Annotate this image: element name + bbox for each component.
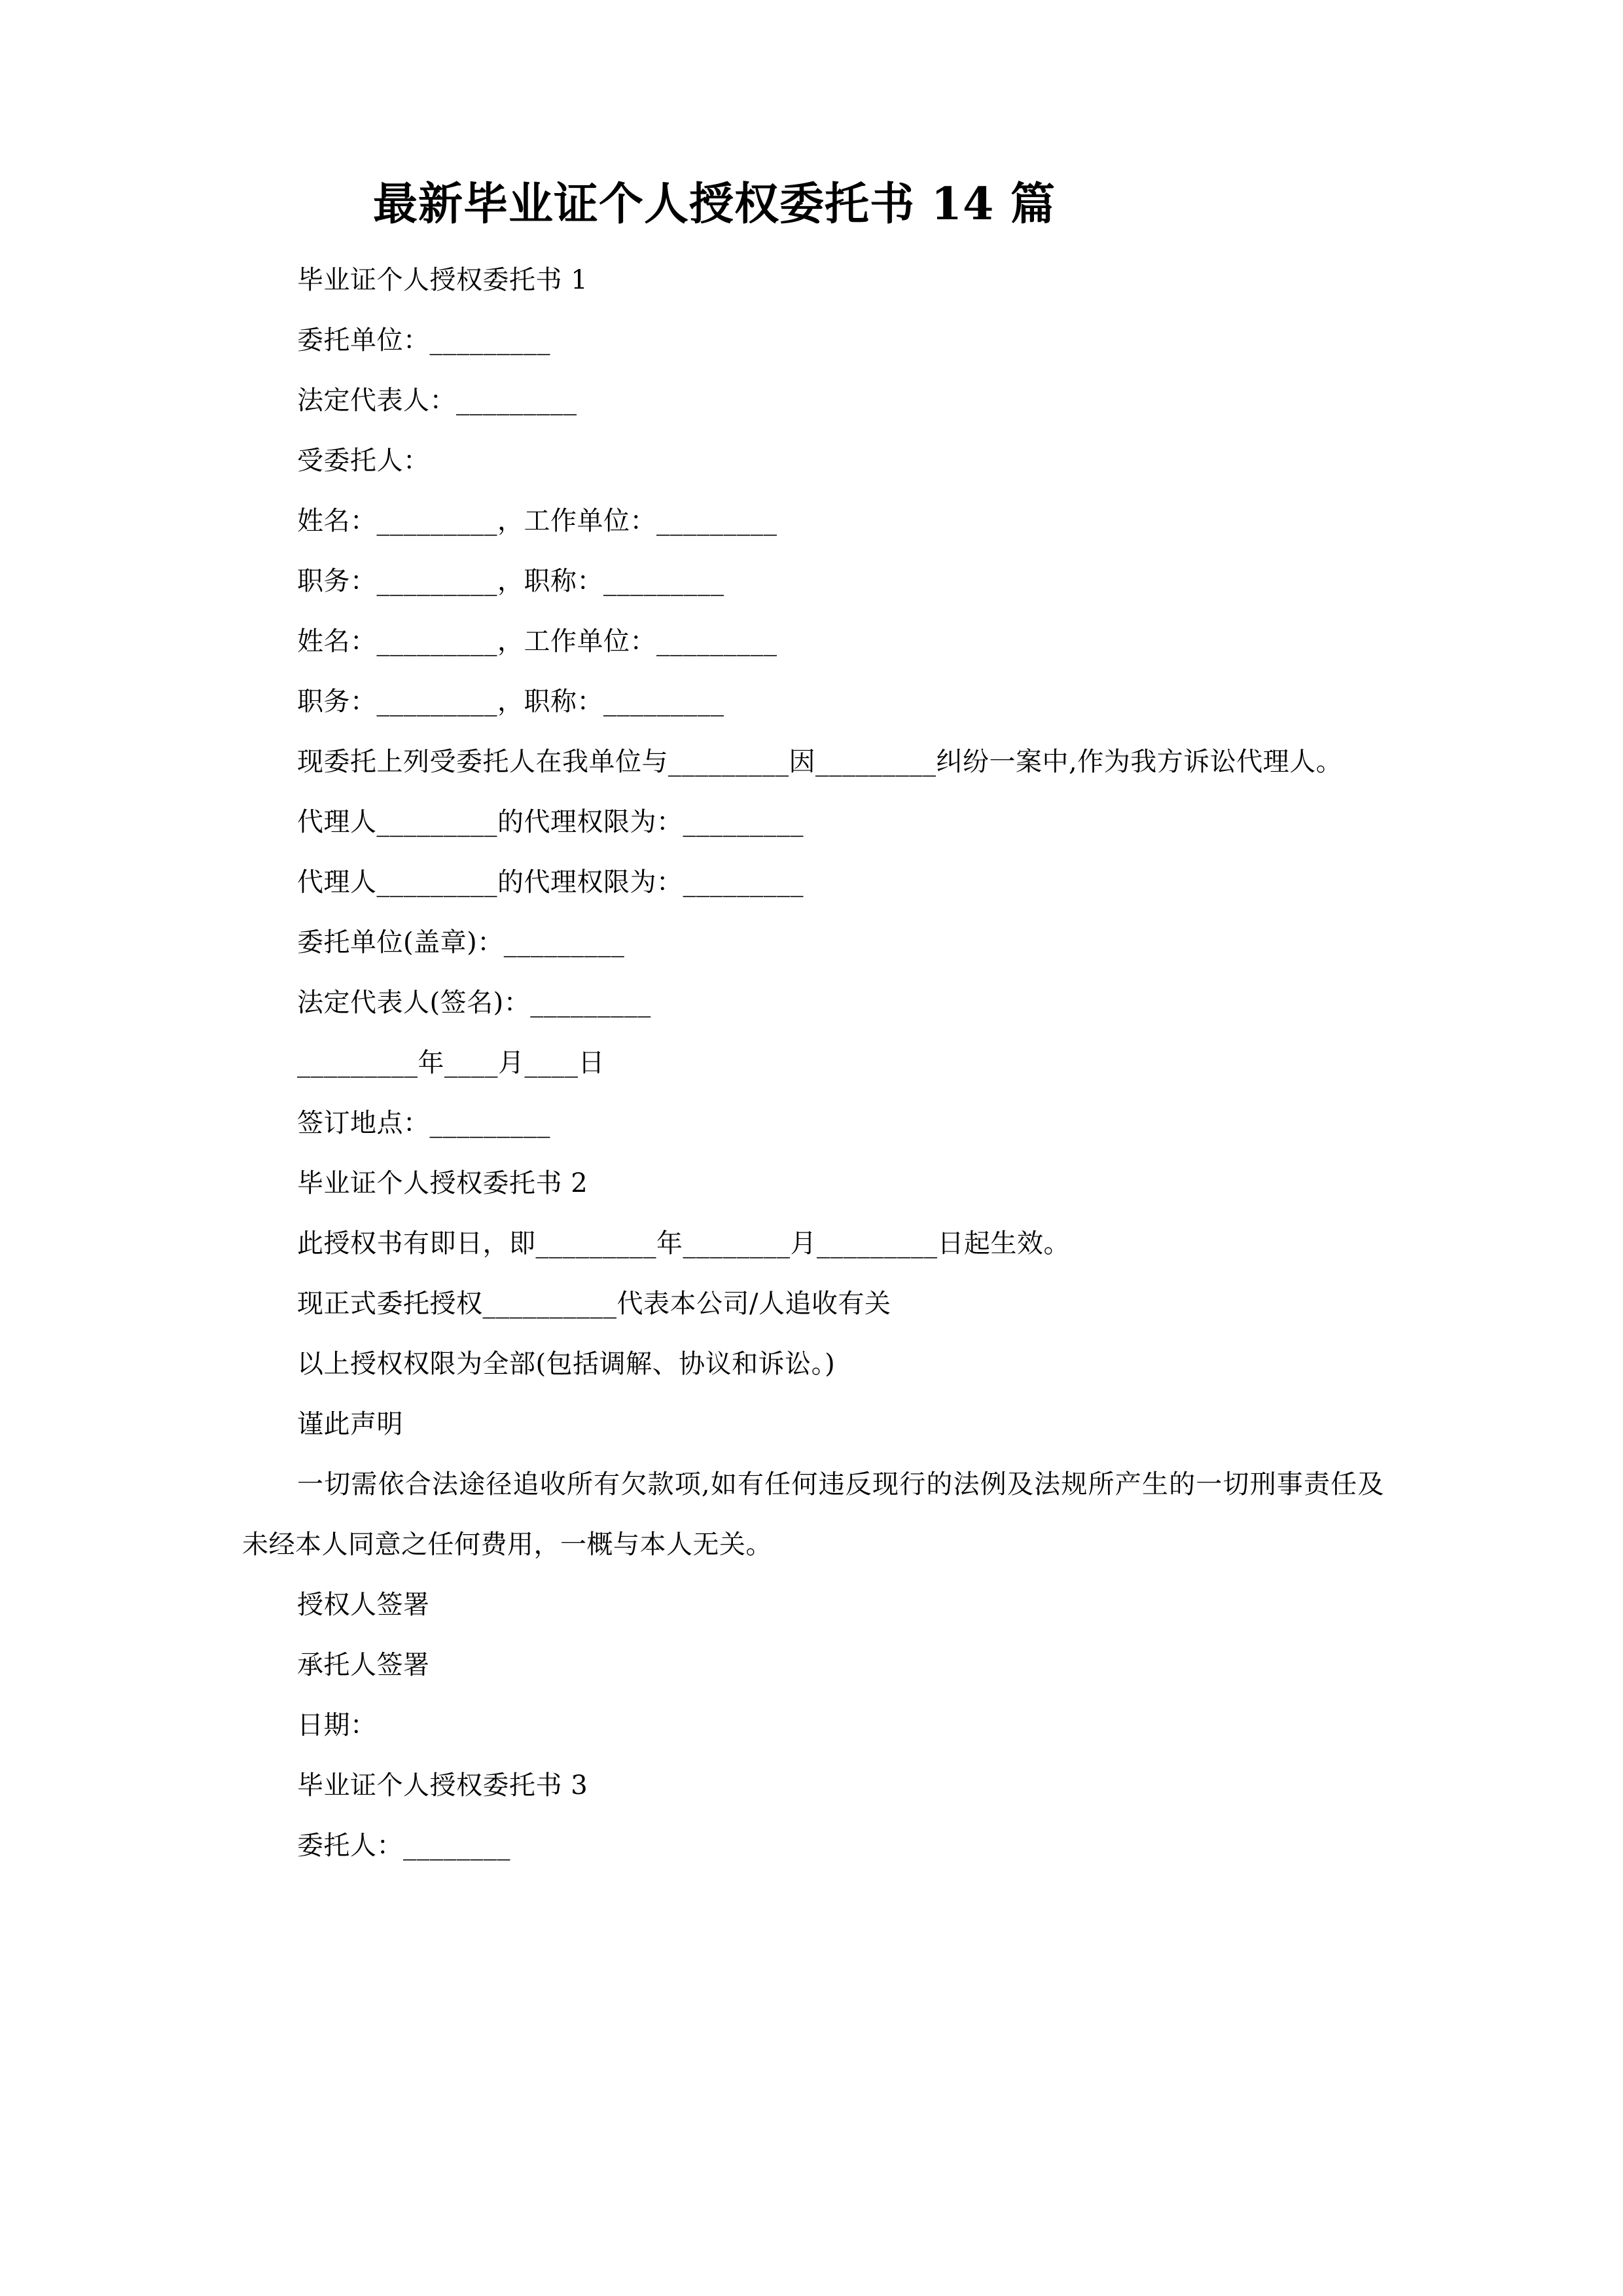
line-date-ymd: _________年____月____日: [297, 1047, 605, 1078]
line-formal-authorization: 现正式委托授权__________代表本公司/人追收有关: [297, 1288, 891, 1319]
line-unit-seal: 委托单位(盖章)：_________: [297, 927, 625, 958]
line-name-workunit-2: 姓名：_________，工作单位：_________: [297, 626, 777, 656]
line-date-label: 日期：: [297, 1710, 377, 1740]
line-principal: 委托人：________: [297, 1830, 510, 1861]
line-agent-scope-1: 代理人_________的代理权限为：_________: [297, 806, 804, 837]
line-declaration: 谨此声明: [297, 1408, 403, 1439]
line-trustee-signature: 承托人签署: [297, 1649, 430, 1680]
line-legal-rep: 法定代表人：_________: [297, 385, 577, 416]
heading-2: 毕业证个人授权委托书 2: [297, 1168, 588, 1198]
line-effective-date: 此授权书有即日，即_________年________月_________日起生效。: [297, 1228, 1070, 1259]
page-title: 最新毕业证个人授权委托书 14 篇: [373, 178, 1056, 230]
document-content: [242, 177, 1384, 1876]
para-litigation-agent: 现委托上列受委托人在我单位与_________因_________纠纷一案中,作为我方诉讼代理人。: [297, 746, 1343, 777]
line-scope-all: 以上授权权限为全部(包括调解、协议和诉讼。): [297, 1348, 836, 1379]
line-legal-rep-signature: 法定代表人(签名)：_________: [297, 987, 651, 1018]
heading-1: 毕业证个人授权委托书 1: [297, 264, 588, 295]
line-name-workunit-1: 姓名：_________，工作单位：_________: [297, 505, 777, 536]
line-post-title-2: 职务：_________，职称：_________: [297, 686, 724, 717]
heading-3: 毕业证个人授权委托书 3: [297, 1770, 588, 1801]
line-agent-scope-2: 代理人_________的代理权限为：_________: [297, 867, 804, 897]
line-post-title-1: 职务：_________，职称：_________: [297, 565, 724, 596]
line-entrusted-person: 受委托人：: [297, 445, 430, 476]
para-legal-disclaimer: 一切需依合法途径追收所有欠款项,如有任何违反现行的法例及法规所产生的一切刑事责任及未经本人同意之任何费用，一概与本人无关。: [242, 1469, 1384, 1560]
line-authorizer-signature: 授权人签署: [297, 1589, 430, 1620]
document-body: [242, 250, 1384, 1876]
line-signing-place: 签订地点：_________: [297, 1107, 550, 1138]
line-entrusting-unit: 委托单位：_________: [297, 325, 550, 355]
